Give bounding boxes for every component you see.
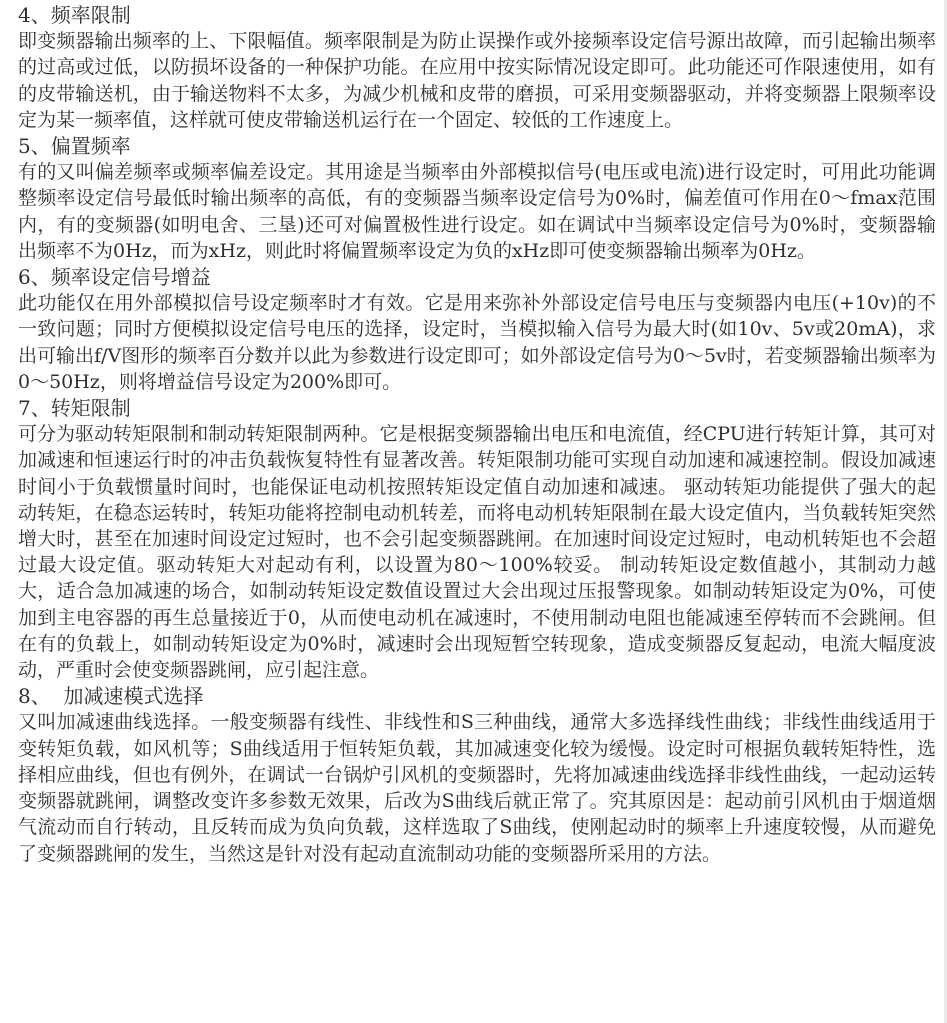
section-paragraph: 此功能仅在用外部模拟信号设定频率时才有效。它是用来弥补外部设定信号电压与变频器内电压(+10v)的不一致问题；同时方便模拟设定信号电压的选择，设定时，当模拟输入信号为最大时(如10v、5v或20mA)，求出可输出f/V图形的频率百分数并以此为参数进行设定即可；如外部设定信号为0～5v时，若变频器输出频率为0～50Hz，则将增益信号设定为200%即可。 (18, 292, 936, 393)
section-paragraph: 又叫加减速曲线选择。一般变频器有线性、非线性和S三种曲线，通常大多选择线性曲线；非线性曲线适用于变转矩负载，如风机等；S曲线适用于恒转矩负载，其加减速变化较为缓慢。设定时可根据负载转矩特性，选择相应曲线，但也有例外，在调试一台锅炉引风机的变频器时，先将加减速曲线选择非线性曲线，一起动运转变频器就跳闸，调整改变许多参数无效果，后改为S曲线后就正常了。究其原因是：起动前引风机由于烟道烟气流动而自行转动，且反转而成为负向负载，这样选取了S曲线，使刚起动时的频率上升速度较慢，从而避免了变频器跳闸的发生，当然这是针对没有起动直流制动功能的变频器所采用的方法。 (18, 711, 936, 865)
section-frequency-limit (18, 2, 936, 133)
section-bias-frequency (18, 133, 936, 264)
section-signal-gain (18, 264, 936, 395)
section-paragraph: 可分为驱动转矩限制和制动转矩限制两种。它是根据变频器输出电压和电流值，经CPU进行转矩计算，其可对加减速和恒速运行时的冲击负载恢复特性有显著改善。转矩限制功能可实现自动加速和减速控制。假设加减速时间小于负载惯量时间时，也能保证电动机按照转矩设定值自动加速和减速。 驱动转矩功能提供了强大的起动转矩，在稳态运转时，转矩功能将控制电动机转差，而将电动机转矩限制在最大设定值内，当负载转矩突然增大时，甚至在加速时间设定过短时，也不会引起变频器跳闸。在加速时间设定过短时，电动机转矩也不会超过最大设定值。驱动转矩大对起动有利，以设置为80～100%较妥。 制动转矩设定数值越小，其制动力越大，适合急加减速的场合，如制动转矩设定数值设置过大会出现过压报警现象。如制动转矩设定为0%，可使加到主电容器的再生总量接近于0，从而使电动机在减速时，不使用制动电阻也能减速至停转而不会跳闸。但在有的负载上，如制动转矩设定为0%时，减速时会出现短暂空转现象，造成变频器反复起动，电流大幅度波动，严重时会使变频器跳闸，应引起注意。 (18, 423, 936, 682)
document-body (18, 2, 936, 867)
section-title: 4、频率限制 (18, 3, 131, 27)
section-torque-limit (18, 395, 936, 683)
section-title: 8、 加减速模式选择 (18, 684, 204, 709)
section-title: 5、偏置频率 (18, 134, 131, 159)
section-title: 7、转矩限制 (18, 396, 131, 421)
section-title: 6、频率设定信号增益 (18, 265, 211, 290)
section-accel-decel-mode (18, 683, 936, 866)
section-paragraph: 有的又叫偏差频率或频率偏差设定。其用途是当频率由外部模拟信号(电压或电流)进行设定时，可用此功能调整频率设定信号最低时输出频率的高低，有的变频器当频率设定信号为0%时，偏差值可作用在0～fmax范围内，有的变频器(如明电舍、三垦)还可对偏置极性进行设定。如在调试中当频率设定信号为0%时，变频器输出频率不为0Hz，而为xHz，则此时将偏置频率设定为负的xHz即可使变频器输出频率为0Hz。 (18, 161, 936, 262)
section-paragraph: 即变频器输出频率的上、下限幅值。频率限制是为防止误操作或外接频率设定信号源出故障，而引起输出频率的过高或过低，以防损坏设备的一种保护功能。在应用中按实际情况设定即可。此功能还可作限速使用，如有的皮带输送机，由于输送物料不太多，为减少机械和皮带的磨损，可采用变频器驱动，并将变频器上限频率设定为某一频率值，这样就可使皮带输送机运行在一个固定、较低的工作速度上。 (18, 30, 936, 131)
